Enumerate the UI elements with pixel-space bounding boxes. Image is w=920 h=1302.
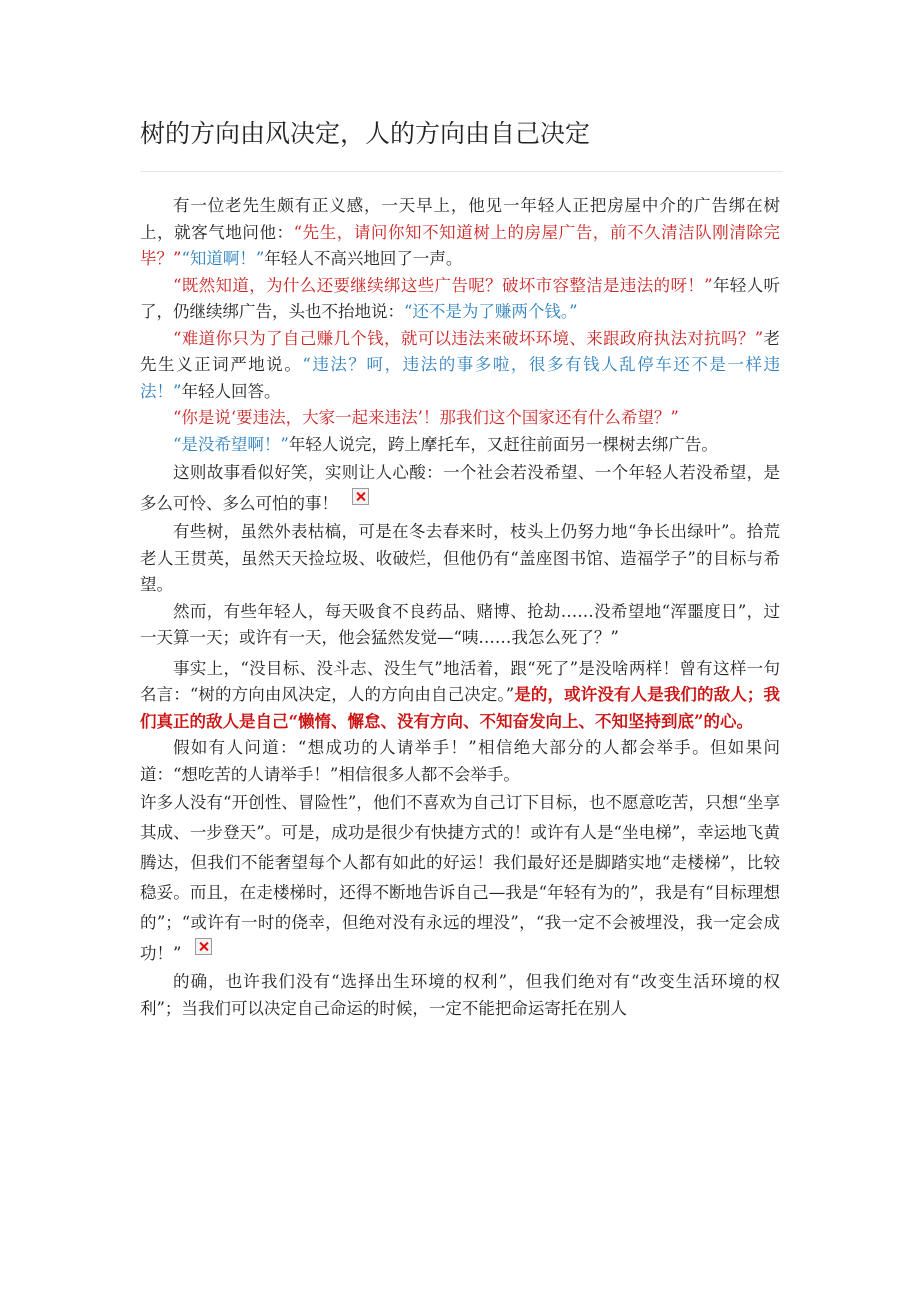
paragraph-text: 许多人没有“开创性、冒险性”，他们不喜欢为自己订下目标，也不愿意吃苦，只想“坐享其成、一步登天”。可是，成功是很少有快捷方式的！或许有人是“坐电梯”，幸运地飞黄腾达，但我们不能奢望每个人都有如此的好运！我们最好还是脚踏实地“走楼梯”，比较稳妥。而且，在走楼梯时，还得不断地告诉自己—我是“年轻有为的”，我是有“目标理想的”；“或许有一时的侥幸，但绝对没有永远的埋没”，“我一定不会被埋没，我一定会成功！”	[140, 793, 780, 963]
paragraph-8	[140, 599, 780, 652]
title-divider	[140, 171, 783, 172]
narration: 老先生义正词严地说。	[140, 328, 781, 374]
narration: 年轻人说完，跨上摩托车，又赶往前面另一棵树去绑广告。	[288, 434, 718, 454]
dialogue-old-man: “既然知道，为什么还要继续绑这些广告呢？破坏市容整洁是违法的呀！”	[173, 275, 713, 295]
paragraph-2	[140, 273, 780, 326]
paragraph-text: 的确，也许我们没有“选择出生环境的权利”，但我们绝对有“改变生活环境的权利”；当我们可以决定自己命运的时候，一定不能把命运寄托在别人	[140, 972, 780, 1018]
dialogue-old-man: “你是说‘要违法，大家一起来违法’！那我们这个国家还有什么希望？”	[173, 408, 679, 427]
broken-image-icon	[352, 488, 369, 505]
paragraph-text: 有些树，虽然外表枯槁，可是在冬去春来时，枝头上仍努力地“争长出绿叶”。拾荒老人王贯英，虽然天天捡垃圾、收破烂，但他仍有“盖座图书馆、造福学子”的目标与希望。	[140, 522, 780, 594]
narration: 这则故事看似好笑，实则让人心酸：一个社会若没希望、一个年轻人若没希望，是多么可怜、多么可怕的事！	[140, 463, 780, 513]
dialogue-old-man: “先生，请问你知不知道树上的房屋广告，前不久清洁队刚清除完毕？”	[140, 222, 780, 268]
paragraph-text: 然而，有些年轻人，每天吸食不良药品、赌博、抢劫……没希望地“浑噩度日”，过一天算一天；或许有一天，他会猛然发觉—“咦……我怎么死了？”	[140, 601, 780, 647]
paragraph-1	[140, 193, 780, 273]
paragraph-11	[140, 788, 780, 969]
paragraph-9	[140, 656, 780, 736]
dialogue-young-man: “还不是为了赚两个钱。”	[404, 302, 578, 321]
narration: 年轻人回答。	[181, 381, 281, 401]
narration: 年轻人听了，仍继续绑广告，头也不抬地说：	[140, 275, 780, 321]
dialogue-young-man: “违法？呵，违法的事多啦，很多有钱人乱停车还不是一样违法！”	[140, 355, 781, 401]
narration: 年轻人不高兴地回了一声。	[264, 249, 463, 268]
paragraph-4	[140, 405, 780, 432]
page-title: 树的方向由风决定，人的方向由自己决定	[140, 119, 591, 148]
dialogue-young-man: “知道啊！”	[181, 249, 265, 268]
paragraph-10	[140, 735, 780, 788]
dialogue-young-man: “是没希望啊！”	[173, 434, 289, 454]
paragraph-3	[140, 326, 780, 406]
broken-image-icon	[195, 938, 212, 955]
paragraph-6	[140, 458, 780, 519]
dialogue-old-man: “难道你只为了自己赚几个钱，就可以违法来破坏环境、来跟政府执法对抗吗？”	[173, 328, 764, 348]
paragraph-text: 事实上，“没目标、没斗志、没生气”地活着，跟“死了”是没啥两样！曾有这样一句名言：“树的方向由风决定，人的方向由自己决定。”	[140, 658, 780, 704]
paragraph-12	[140, 969, 780, 1022]
paragraph-5	[140, 432, 780, 459]
paragraph-text: 假如有人问道：“想成功的人请举手！”相信绝大部分的人都会举手。但如果问道：“想吃苦的人请举手！”相信很多人都不会举手。	[140, 738, 780, 784]
emphasis-text: 是的，或许没有人是我们的敌人；我们真正的敌人是自己“懒惰、懈怠、没有方向、不知奋发向上、不知坚持到底”的心。	[140, 685, 780, 731]
paragraph-7	[140, 519, 780, 599]
article-body	[140, 193, 780, 1022]
narration: 有一位老先生颇有正义感，一天早上，他见一年轻人正把房屋中介的广告绑在树上，就客气地问他：	[140, 196, 780, 242]
